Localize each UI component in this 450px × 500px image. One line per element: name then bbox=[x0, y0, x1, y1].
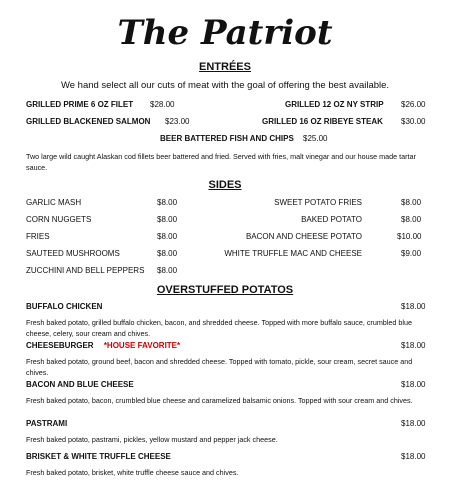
potato-name: BRISKET & WHITE TRUFFLE CHEESE bbox=[26, 452, 171, 461]
sides-title: SIDES bbox=[208, 179, 242, 191]
potato-description: Fresh baked potato, ground beef, bacon and shredded cheese. Topped with tomato, pickle, sour cream, secret sauce and chives. bbox=[26, 357, 413, 377]
potato-name: BUFFALO CHICKEN bbox=[26, 302, 103, 311]
logo-text: The Patriot bbox=[117, 13, 333, 52]
entree-name: GRILLED BLACKENED SALMON bbox=[26, 117, 151, 126]
side-name: SWEET POTATO FRIES bbox=[274, 198, 362, 207]
side-price: $8.00 bbox=[157, 215, 178, 224]
side-name: FRIES bbox=[26, 232, 50, 241]
potato-name: BACON AND BLUE CHEESE bbox=[26, 380, 134, 389]
potato-price: $18.00 bbox=[401, 341, 426, 350]
potato-price: $18.00 bbox=[401, 452, 426, 461]
potato-price: $18.00 bbox=[401, 380, 426, 389]
potato-price: $18.00 bbox=[401, 302, 426, 311]
side-price: $8.00 bbox=[401, 215, 422, 224]
fish-and-chips-description: Two large wild caught Alaskan cod fillets beer battered and fried. Served with fries, malt vinegar and our house made tartar sauce. bbox=[26, 152, 416, 172]
side-price: $8.00 bbox=[401, 198, 422, 207]
side-price: $8.00 bbox=[157, 266, 178, 275]
potato-name bbox=[26, 341, 180, 350]
side-name: BACON AND CHEESE POTATO bbox=[245, 232, 362, 241]
entree-price: $26.00 bbox=[401, 100, 426, 109]
entree-price: $28.00 bbox=[150, 100, 175, 109]
side-name: SAUTEED MUSHROOMS bbox=[26, 249, 120, 258]
side-price: $10.00 bbox=[397, 232, 422, 241]
side-price: $9.00 bbox=[401, 249, 422, 258]
side-name: CORN NUGGETS bbox=[26, 215, 92, 224]
potato-name: PASTRAMI bbox=[26, 419, 68, 428]
entree-name: BEER BATTERED FISH AND CHIPS bbox=[160, 134, 294, 143]
entree-name: GRILLED 12 OZ NY STRIP bbox=[285, 100, 384, 109]
side-name: WHITE TRUFFLE MAC AND CHEESE bbox=[224, 249, 362, 258]
potatos-title: OVERSTUFFED POTATOS bbox=[156, 284, 294, 296]
entrees-intro: We hand select all our cuts of meat with the goal of offering the best available. bbox=[60, 80, 390, 91]
entree-price: $25.00 bbox=[303, 134, 328, 143]
potato-description: Fresh baked potato, brisket, white truffle cheese sauce and chives. bbox=[26, 468, 239, 477]
entree-name: GRILLED 16 OZ RIBEYE STEAK bbox=[262, 117, 383, 126]
side-price: $8.00 bbox=[157, 198, 178, 207]
entree-price: $30.00 bbox=[401, 117, 426, 126]
potato-price: $18.00 bbox=[401, 419, 426, 428]
potato-description: Fresh baked potato, pastrami, pickles, yellow mustard and pepper jack cheese. bbox=[26, 435, 278, 444]
side-price: $8.00 bbox=[157, 232, 178, 241]
entree-price: $23.00 bbox=[165, 117, 190, 126]
side-name: ZUCCHINI AND BELL PEPPERS bbox=[26, 266, 145, 275]
potato-description: Fresh baked potato, grilled buffalo chicken, bacon, and shredded cheese. Topped with more buffalo sauce, crumbled blue cheese, celery, sour cream and chives. bbox=[26, 318, 412, 338]
potato-description: Fresh baked potato, bacon, crumbled blue cheese and caramelized balsamic onions. Topped with sour cream and chives. bbox=[26, 396, 413, 405]
side-name: BAKED POTATO bbox=[301, 215, 362, 224]
restaurant-logo bbox=[0, 8, 450, 52]
entrees-title: ENTRÉES bbox=[199, 61, 251, 73]
side-name: GARLIC MASH bbox=[26, 198, 82, 207]
potato-name-text: CHEESEBURGER bbox=[26, 341, 94, 350]
side-price: $8.00 bbox=[157, 249, 178, 258]
house-favorite-badge: *HOUSE FAVORITE* bbox=[103, 341, 181, 350]
entree-name: GRILLED PRIME 6 OZ FILET bbox=[26, 100, 134, 109]
